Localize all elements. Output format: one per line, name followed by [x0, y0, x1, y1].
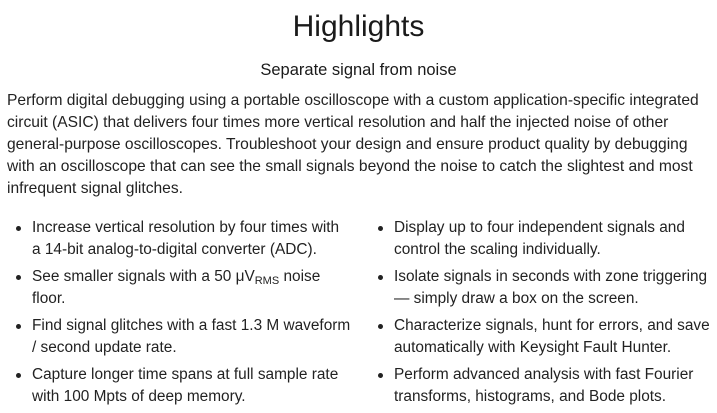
bullet-icon: [16, 226, 21, 231]
feature-list-right: [376, 217, 716, 413]
bullet-icon: [16, 324, 21, 329]
rms-subscript: RMS: [254, 275, 280, 287]
feature-item-fault-hunter: [376, 315, 716, 359]
page-subtitle: Separate signal from noise: [260, 61, 457, 79]
intro-paragraph: Perform digital debugging using a portable oscilloscope with a custom application-specific integrated circuit (ASIC) that delivers four times more vertical resolution and half the injected noise of other general-purpose oscilloscopes. Troubleshoot your design and ensure product quality by debugging with an oscilloscope that can see the small signals beyond the noise to catch the slightest and most infrequent signal glitches.: [7, 92, 699, 197]
bullet-icon: [378, 373, 383, 378]
feature-text-suffix: noise: [279, 268, 321, 285]
feature-item-zone-triggering: [376, 266, 716, 310]
feature-text-line: — simply draw a box on the screen.: [394, 290, 639, 307]
feature-text-prefix: See smaller signals with a 50 μV: [32, 268, 255, 285]
feature-text-line: [32, 268, 320, 285]
feature-text-line: / second update rate.: [32, 339, 177, 356]
feature-item-vertical-resolution: [14, 217, 354, 261]
feature-text-line: Increase vertical resolution by four times with: [32, 219, 340, 236]
feature-text-line: a 14-bit analog-to-digital converter (ADC).: [32, 241, 317, 258]
feature-text-line: Display up to four independent signals and: [394, 219, 685, 236]
feature-text-line: floor.: [32, 290, 66, 307]
feature-text-line: transforms, histograms, and Bode plots.: [394, 388, 667, 405]
bullet-icon: [16, 275, 21, 280]
page-title: Highlights: [292, 10, 425, 43]
feature-text-line: Capture longer time spans at full sample rate: [32, 366, 339, 383]
bullet-icon: [378, 324, 383, 329]
feature-item-noise-floor: [14, 266, 354, 310]
bullet-icon: [378, 226, 383, 231]
bullet-icon: [378, 275, 383, 280]
bullet-icon: [16, 373, 21, 378]
feature-text-line: Characterize signals, hunt for errors, and save: [394, 317, 710, 334]
feature-text-line: automatically with Keysight Fault Hunter.: [394, 339, 672, 356]
feature-text-line: with 100 Mpts of deep memory.: [32, 388, 246, 405]
feature-item-advanced-analysis: [376, 364, 716, 408]
feature-text-line: control the scaling individually.: [394, 241, 601, 258]
feature-item-deep-memory: [14, 364, 354, 408]
feature-list-left: [14, 217, 354, 413]
feature-text-line: Isolate signals in seconds with zone triggering: [394, 268, 708, 285]
feature-text-line: Perform advanced analysis with fast Fourier: [394, 366, 694, 383]
feature-item-four-signals: [376, 217, 716, 261]
feature-text-line: Find signal glitches with a fast 1.3 M waveform: [32, 317, 351, 334]
feature-item-update-rate: [14, 315, 354, 359]
